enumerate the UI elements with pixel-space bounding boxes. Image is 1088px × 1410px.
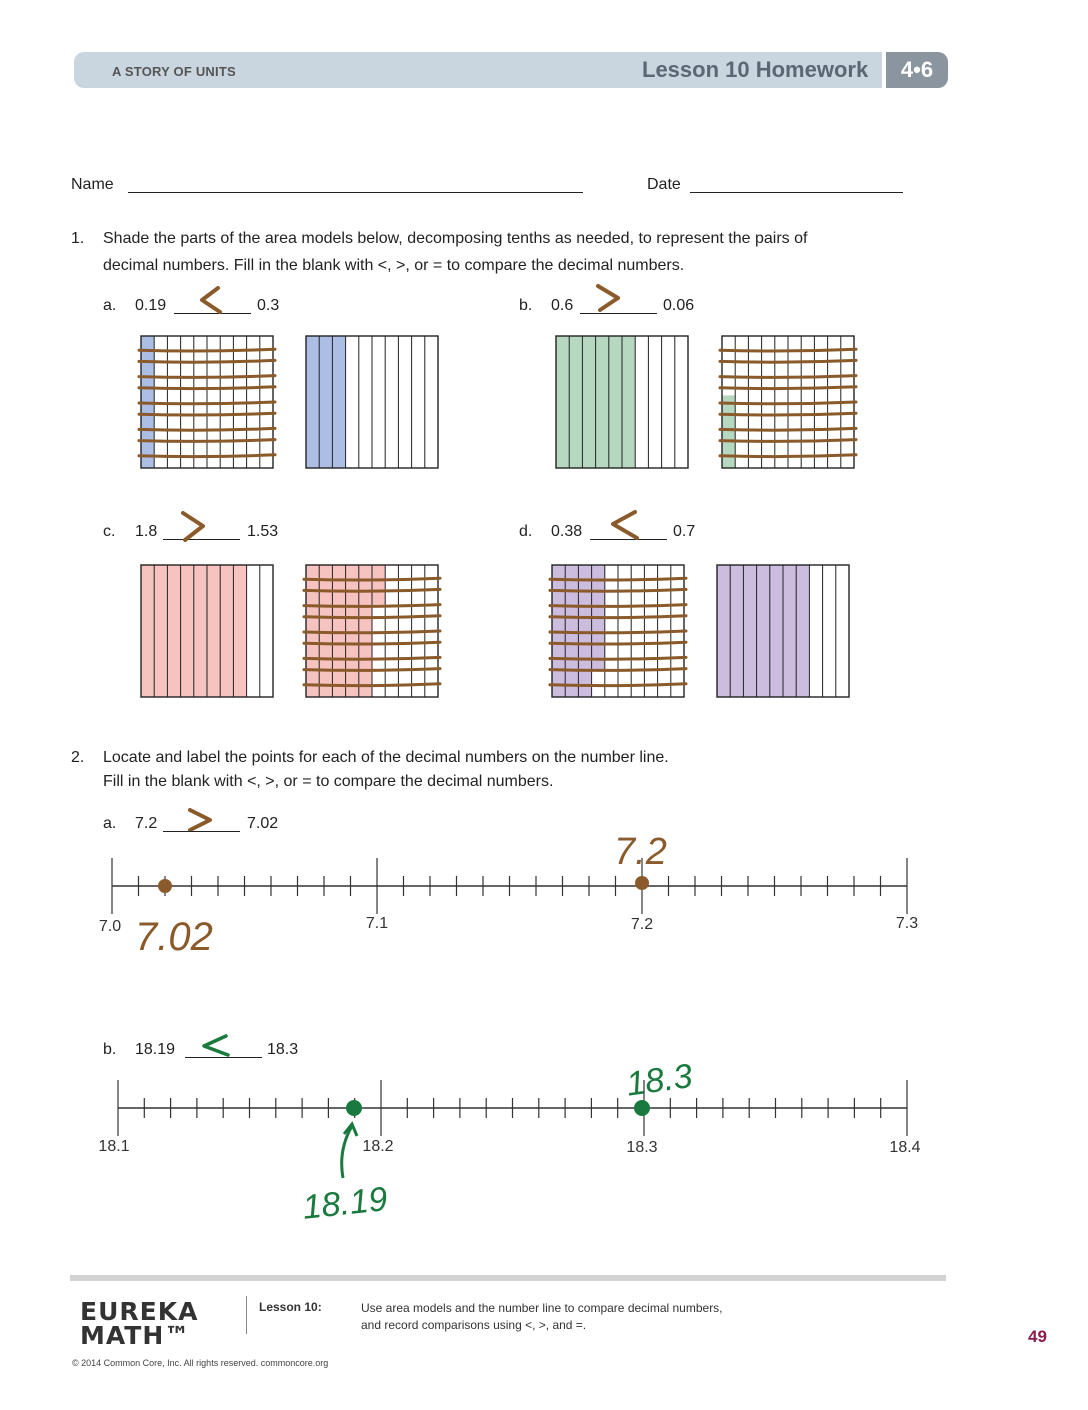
handwritten-label-18-19: 18.19 <box>300 1180 390 1227</box>
q2a-right-value: 7.02 <box>247 815 279 832</box>
q2-number: 2. <box>71 749 85 766</box>
q1c-letter: c. <box>103 523 116 540</box>
model-b2 <box>720 336 856 468</box>
footer-lesson-label: Lesson 10: <box>259 1300 322 1314</box>
number-line-a <box>0 830 1088 970</box>
series-title: A STORY OF UNITS <box>112 64 236 79</box>
q1a-right-value: 0.3 <box>257 297 280 314</box>
model-b1 <box>556 336 688 468</box>
name-label: Name <box>71 176 114 193</box>
tick-label-7-1: 7.1 <box>365 915 389 932</box>
q2-text-line1: Locate and label the points for each of the decimal numbers on the number line. <box>103 749 669 766</box>
q1b-right-value: 0.06 <box>663 297 695 314</box>
model-a2 <box>306 336 438 468</box>
tick-label-7-2: 7.2 <box>630 916 654 933</box>
q1a-answer-mark <box>202 288 220 312</box>
q1c-left-value: 1.8 <box>135 523 158 540</box>
number-line-b <box>0 1050 1088 1230</box>
arrow-18-19 <box>342 1126 352 1178</box>
copyright: © 2014 Common Core, Inc. All rights reserved. commoncore.org <box>72 1358 329 1368</box>
tick-label-7-0: 7.0 <box>98 918 122 935</box>
q2a-letter: a. <box>103 815 117 832</box>
tick-label-18-3: 18.3 <box>626 1139 658 1156</box>
handwritten-label-7-2: 7.2 <box>614 831 667 873</box>
tick-label-18-1: 18.1 <box>98 1138 130 1155</box>
handwritten-label-7-02: 7.02 <box>135 915 213 959</box>
q2a-answer-mark <box>190 810 210 830</box>
q2b-right-value: 18.3 <box>267 1041 299 1058</box>
q1d-answer-mark <box>613 512 637 538</box>
q2-text-line2: Fill in the blank with <, >, or = to compare the decimal numbers. <box>103 773 554 790</box>
point-7-2 <box>635 876 649 890</box>
grade-module-badge: 4•6 <box>886 52 948 88</box>
page-number: 49 <box>1028 1327 1047 1346</box>
model-c2 <box>304 565 440 697</box>
model-c1 <box>141 565 273 697</box>
q2b-left-value: 18.19 <box>135 1041 176 1058</box>
q2a-left-value: 7.2 <box>135 815 158 832</box>
q1c-answer-mark <box>183 513 203 540</box>
model-d1 <box>550 565 686 697</box>
model-d2 <box>717 565 849 697</box>
footer-description: Use area models and the number line to compare decimal numbers, and record comparisons using <, >, and =. <box>361 1301 723 1332</box>
q1a-left-value: 0.19 <box>135 297 167 314</box>
q1b-left-value: 0.6 <box>551 297 574 314</box>
q1-number: 1. <box>71 230 85 247</box>
eureka-math-logo: EUREKA MATH™ <box>80 1297 199 1350</box>
tick-label-7-3: 7.3 <box>895 915 919 932</box>
q1-text-line1: Shade the parts of the area models below, decomposing tenths as needed, to represent the pairs of <box>103 230 808 247</box>
tick-label-18-2: 18.2 <box>362 1138 394 1155</box>
q1d-left-value: 0.38 <box>551 523 583 540</box>
q1c-right-value: 1.53 <box>247 523 279 540</box>
point-18-19 <box>346 1100 362 1116</box>
q1-text-line2: decimal numbers. Fill in the blank with <, >, or = to compare the decimal numbers. <box>103 257 685 274</box>
q2b-letter: b. <box>103 1041 117 1058</box>
footer-bar <box>70 1275 946 1281</box>
footer-separator <box>246 1296 247 1334</box>
q1b-answer-mark <box>598 286 618 310</box>
q1a-letter: a. <box>103 297 117 314</box>
lesson-title: Lesson 10 Homework <box>642 57 869 82</box>
tick-label-18-4: 18.4 <box>889 1139 921 1156</box>
q1d-right-value: 0.7 <box>673 523 696 540</box>
model-a1 <box>139 336 275 468</box>
date-label: Date <box>647 176 681 193</box>
handwritten-label-18-3: 18.3 <box>623 1056 695 1104</box>
q1b-letter: b. <box>519 297 533 314</box>
q1d-letter: d. <box>519 523 533 540</box>
point-7-02 <box>158 879 172 893</box>
